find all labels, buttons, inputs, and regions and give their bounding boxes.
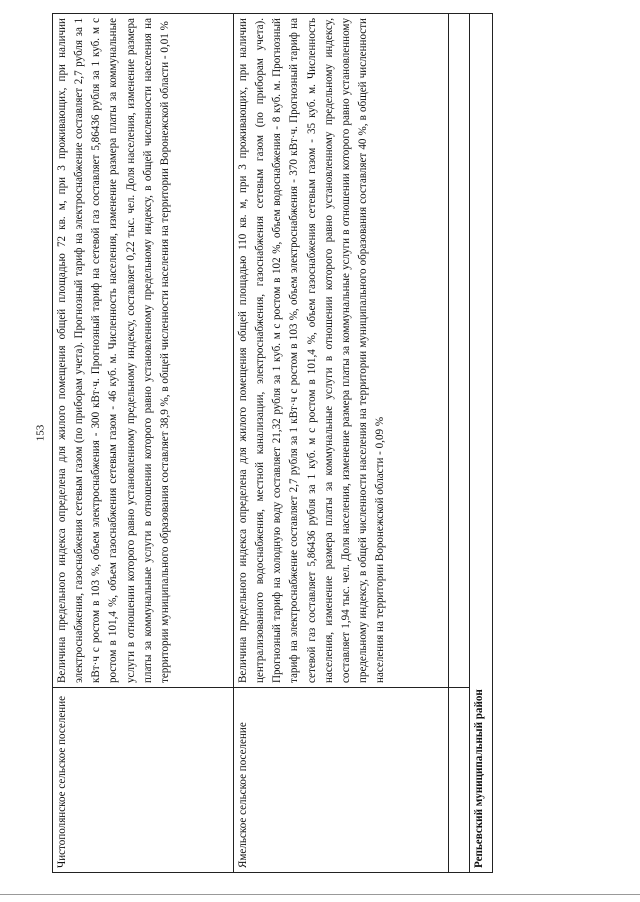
table-row	[53, 14, 234, 873]
section-row	[470, 14, 493, 873]
page-edge-line	[0, 894, 640, 895]
district-header: Репьевский муниципальный район	[470, 14, 493, 873]
table-row	[234, 14, 449, 873]
indices-table	[52, 13, 493, 873]
settlement-name-cell: Чистополянское сельское поселение	[53, 688, 234, 873]
index-description-cell: Величина предельного индекса определена для жилого помещения общей площадью 72 кв. м, при 3 проживающих, при наличии электроснабжения, газоснабжения сетевым газом (по приборам учета). Прогнозный тариф на электроснабжение составляет 2,7 рубля за 1 кВт·ч с ростом в 103 %, объем электроснабжения - 300 кВт·ч. Прогнозный тариф на сетевой газ составляет 5,86436 рубля за 1 куб. м с ростом в 101,4 %, объем газоснабжения сетевым газом - 46 куб. м. Численность населения, изменение размера платы за коммунальные услуги в отношении которого равно установленному предельному индексу, составляет 0,22 тыс. чел. Доля населения, изменение размера платы за коммунальные услуги в отношении которого равно установленному предельному индексу, в общей численности населения на территории муниципального образования составляет 38,9 %, в общей численности населения на территории Воронежской области - 0,01 %	[53, 14, 234, 688]
table-row	[449, 14, 470, 873]
index-description-cell: Величина предельного индекса определена для жилого помещения общей площадью 110 кв. м, при 3 проживающих, при наличии централизованного водоснабжения, местной канализации, электроснабжения, газоснабжения сетевым газом (по приборам учета). Прогнозный тариф на холодную воду составляет 21,32 рубля за 1 куб. м с ростом в 102 %, объем водоснабжения - 8 куб. м. Прогнозный тариф на электроснабжение составляет 2,7 рубля за 1 кВт·ч с ростом в 103 %, объем электроснабжения - 370 кВт·ч. Прогнозный тариф на сетевой газ составляет 5,86436 рубля за 1 куб. м с ростом в 101,4 %, объем газоснабжения сетевым газом - 35 куб. м. Численность населения, изменение размера платы за коммунальные услуги в отношении которого равно установленному предельному индексу, составляет 1,94 тыс. чел. Доля населения, изменение размера платы за коммунальные услуги в отношении которого равно установленному предельному индексу, в общей численности населения на территории муниципального образования составляет 40 %, в общей численности населения на территории Воронежской области - 0,09 %	[234, 14, 449, 688]
rotated-table-wrapper	[52, 13, 492, 873]
empty-cell	[449, 688, 470, 873]
page-number: 153	[34, 424, 47, 442]
settlement-name-cell: Ямельское сельское поселение	[234, 688, 449, 873]
empty-cell	[449, 14, 470, 688]
